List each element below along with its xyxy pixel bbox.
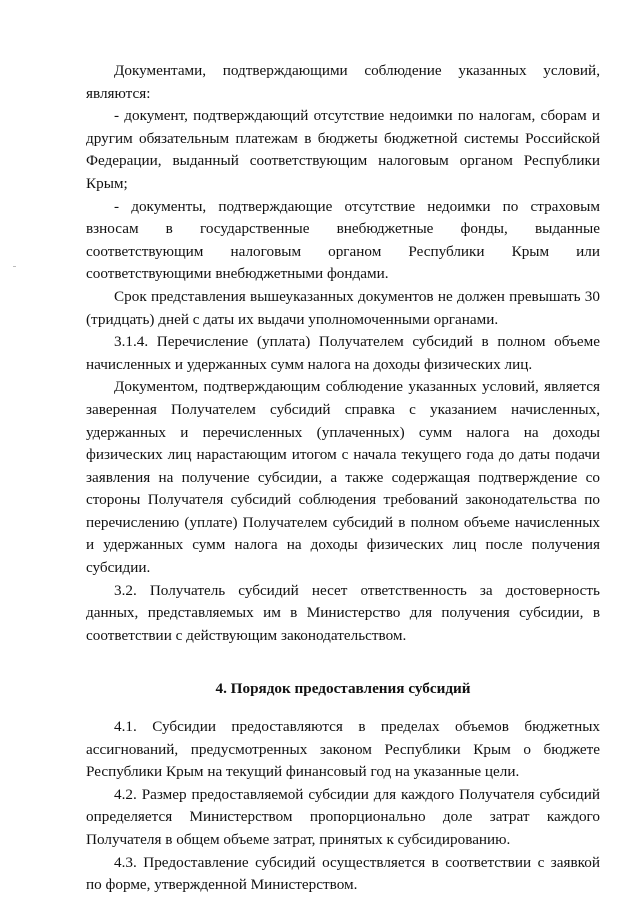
paragraph-insurance-debt-certificate: - документы, подтверждающие отсутствие недоимки по страховым взносам в государственные внебюджетные фонды, выданные соответствующим налоговым органом Республики Крым или соответствующими внебюджетными фондами. [86, 197, 600, 283]
margin-mark [13, 266, 16, 267]
document-body [86, 60, 600, 897]
paragraph-4-2: 4.2. Размер предоставляемой субсидии для каждого Получателя субсидий определяется Министерством пропорционально доле затрат каждого Получателя в общем объеме затрат, принятых к субсидированию. [86, 785, 600, 848]
paragraph-4-1: 4.1. Субсидии предоставляются в пределах объемов бюджетных ассигнований, предусмотренных законом Республики Крым о бюджете Республики Крым на текущий финансовый год на указанные цели. [86, 718, 600, 781]
paragraph-tax-debt-certificate: - документ, подтверждающий отсутствие недоимки по налогам, сборам и другим обязательным платежам в бюджеты бюджетной системы Российской Федерации, выданный соответствующим налоговым органом Республики Крым; [86, 107, 600, 192]
paragraph-4-3: 4.3. Предоставление субсидий осуществляется в соответствии с заявкой по форме, утвержденной Министерством. [86, 853, 600, 894]
paragraph-confirming-document: Документом, подтверждающим соблюдение указанных условий, является заверенная Получателем субсидий справка с указанием начисленных, удержанных и перечисленных (уплаченных) сумм налога на доходы физических лиц нарастающим итогом с начала текущего года до даты подачи заявления на получение субсидии, а также содержащая подтверждение со стороны Получателя субсидий соблюдения требований законодательства по перечислению (уплате) Получателем субсидий в полном объеме начисленных и удержанных сумм налога на доходы физических лиц после получения субсидии. [86, 378, 600, 577]
paragraph-documents-intro: Документами, подтверждающими соблюдение указанных условий, являются: [86, 62, 600, 102]
section-4-heading: 4. Порядок предоставления субсидий [215, 680, 471, 698]
paragraph-submission-deadline: Срок представления вышеуказанных документов не должен превышать 30 (тридцать) дней с даты их выдачи уполномоченными органами. [86, 287, 600, 328]
paragraph-3-2: 3.2. Получатель субсидий несет ответственность за достоверность данных, представляемых им в Министерство для получения субсидии, в соответствии с действующим законодательством. [86, 581, 600, 644]
paragraph-3-1-4: 3.1.4. Перечисление (уплата) Получателем субсидий в полном объеме начисленных и удержанных сумм налога на доходы физических лиц. [86, 333, 600, 373]
